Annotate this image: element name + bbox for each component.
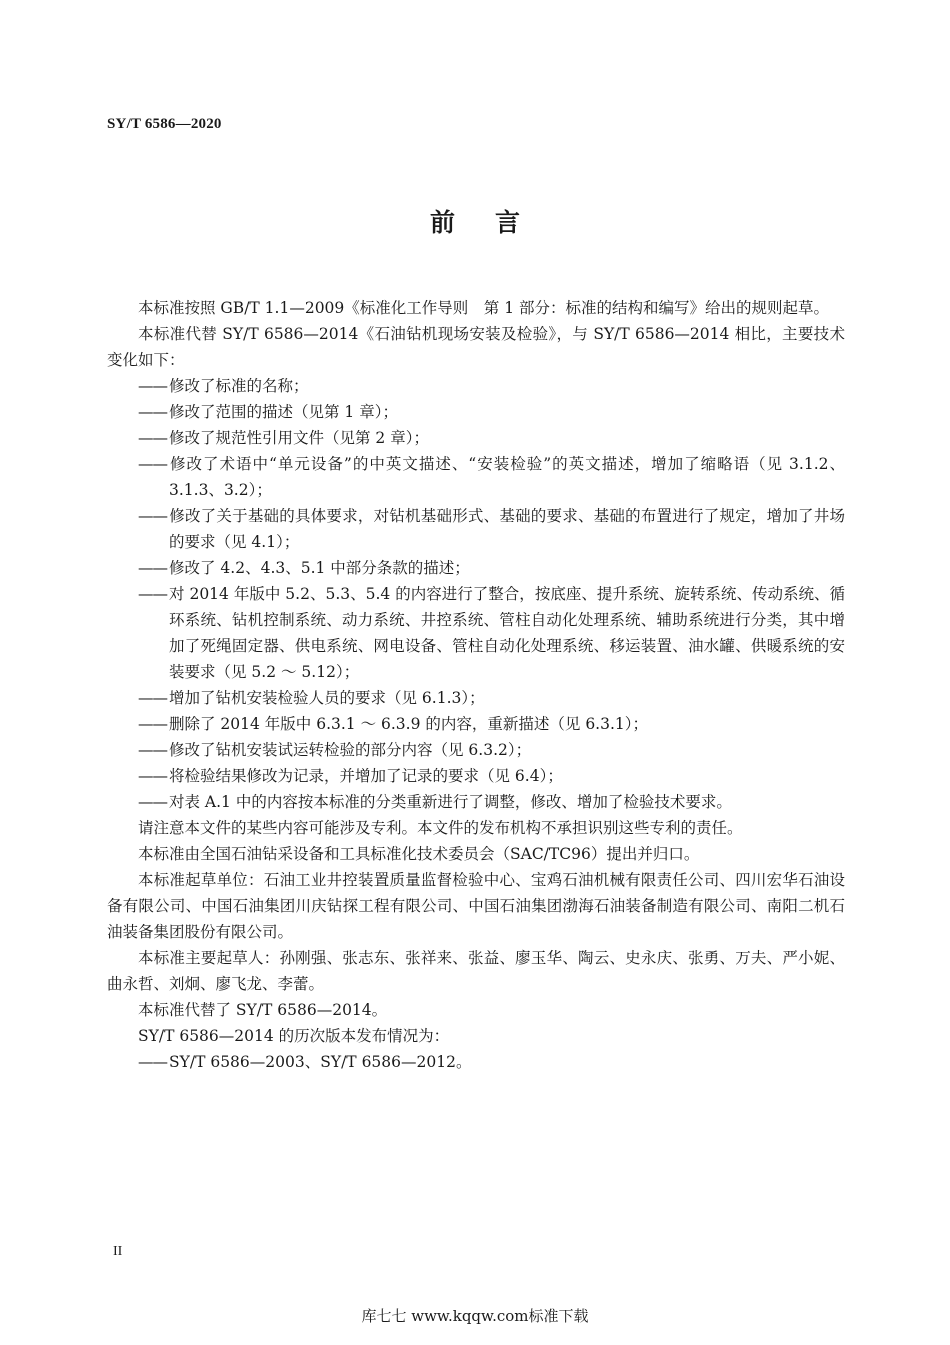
dash-marker: —— <box>138 1053 167 1071</box>
dash-marker: —— <box>138 559 167 577</box>
change-item <box>107 581 845 685</box>
dash-marker: —— <box>138 767 167 785</box>
change-item <box>107 711 845 737</box>
paragraph-history: SY/T 6586—2014 的历次版本发布情况为： <box>138 1027 450 1045</box>
foreword-body <box>107 295 845 1075</box>
change-text: 删除了 2014 年版中 6.3.1 ～ 6.3.9 的内容，重新描述（见 6.3.1）； <box>169 715 649 733</box>
dash-marker: —— <box>138 429 167 447</box>
history-text: SY/T 6586—2003、SY/T 6586—2012。 <box>169 1053 472 1071</box>
dash-marker: —— <box>138 455 167 473</box>
change-text: 修改了标准的名称； <box>169 377 309 395</box>
change-item <box>107 425 845 451</box>
dash-marker: —— <box>138 793 167 811</box>
change-item <box>107 451 845 503</box>
paragraph-patent-notice: 请注意本文件的某些内容可能涉及专利。本文件的发布机构不承担识别这些专利的责任。 <box>138 819 743 837</box>
change-item <box>107 789 845 815</box>
change-item <box>107 503 845 555</box>
dash-marker: —— <box>138 689 167 707</box>
change-text: 修改了 4.2、4.3、5.1 中部分条款的描述； <box>169 559 470 577</box>
page-number: II <box>113 1244 123 1259</box>
change-item <box>107 763 845 789</box>
paragraph-replacement: 本标准代替 SY/T 6586—2014《石油钻机现场安装及检验》，与 SY/T 6586—2014 相比，主要技术变化如下： <box>107 325 845 369</box>
paragraph-drafters: 本标准主要起草人：孙刚强、张志东、张祥来、张益、廖玉华、陶云、史永庆、张勇、万夫、严小妮、曲永哲、刘炯、廖飞龙、李蕾。 <box>107 949 845 993</box>
change-text: 修改了关于基础的具体要求，对钻机基础形式、基础的要求、基础的布置进行了规定，增加了井场的要求（见 4.1）； <box>169 507 845 551</box>
change-item <box>107 373 845 399</box>
change-text: 修改了术语中“单元设备”的中英文描述、“安装检验”的英文描述，增加了缩略语（见 3.1.2、3.1.3、3.2）； <box>169 455 845 499</box>
change-text: 对 2014 年版中 5.2、5.3、5.4 的内容进行了整合，按底座、提升系统、旋转系统、传动系统、循环系统、钻机控制系统、动力系统、井控系统、管柱自动化处理系统、辅助系统进行分类，其中增加了死绳固定器、供电系统、网电设备、管柱自动化处理系统、移运装置、油水罐、供暖系统的安装要求（见 5.2 ～ 5.12）； <box>169 585 845 681</box>
dash-marker: —— <box>138 377 167 395</box>
history-item <box>107 1049 845 1075</box>
paragraph-drafting-rules: 本标准按照 GB/T 1.1—2009《标准化工作导则 第 1 部分：标准的结构和编写》给出的规则起草。 <box>138 299 830 317</box>
paragraph-replaces: 本标准代替了 SY/T 6586—2014。 <box>138 1001 388 1019</box>
page-title: 前言 <box>429 208 560 237</box>
dash-marker: —— <box>138 403 167 421</box>
paragraph-proposer: 本标准由全国石油钻采设备和工具标准化技术委员会（SAC/TC96）提出并归口。 <box>138 845 700 863</box>
dash-marker: —— <box>138 585 167 603</box>
change-item <box>107 555 845 581</box>
change-text: 将检验结果修改为记录，并增加了记录的要求（见 6.4）； <box>169 767 563 785</box>
paragraph-drafting-units: 本标准起草单位：石油工业井控装置质量监督检验中心、宝鸡石油机械有限责任公司、四川宏华石油设备有限公司、中国石油集团川庆钻探工程有限公司、中国石油集团渤海石油装备制造有限公司、南阳二机石油装备集团股份有限公司。 <box>107 871 845 941</box>
change-item <box>107 399 845 425</box>
footer-watermark: 库七七 www.kqqw.com标准下载 <box>361 1307 589 1325</box>
dash-marker: —— <box>138 507 167 525</box>
change-text: 修改了钻机安装试运转检验的部分内容（见 6.3.2）； <box>169 741 532 759</box>
standard-code: SY/T 6586—2020 <box>107 116 222 132</box>
change-text: 增加了钻机安装检验人员的要求（见 6.1.3）； <box>169 689 485 707</box>
change-text: 对表 A.1 中的内容按本标准的分类重新进行了调整，修改、增加了检验技术要求。 <box>169 793 732 811</box>
change-item <box>107 685 845 711</box>
dash-marker: —— <box>138 741 167 759</box>
change-item <box>107 737 845 763</box>
change-text: 修改了范围的描述（见第 1 章）； <box>169 403 398 421</box>
change-text: 修改了规范性引用文件（见第 2 章）； <box>169 429 429 447</box>
dash-marker: —— <box>138 715 167 733</box>
